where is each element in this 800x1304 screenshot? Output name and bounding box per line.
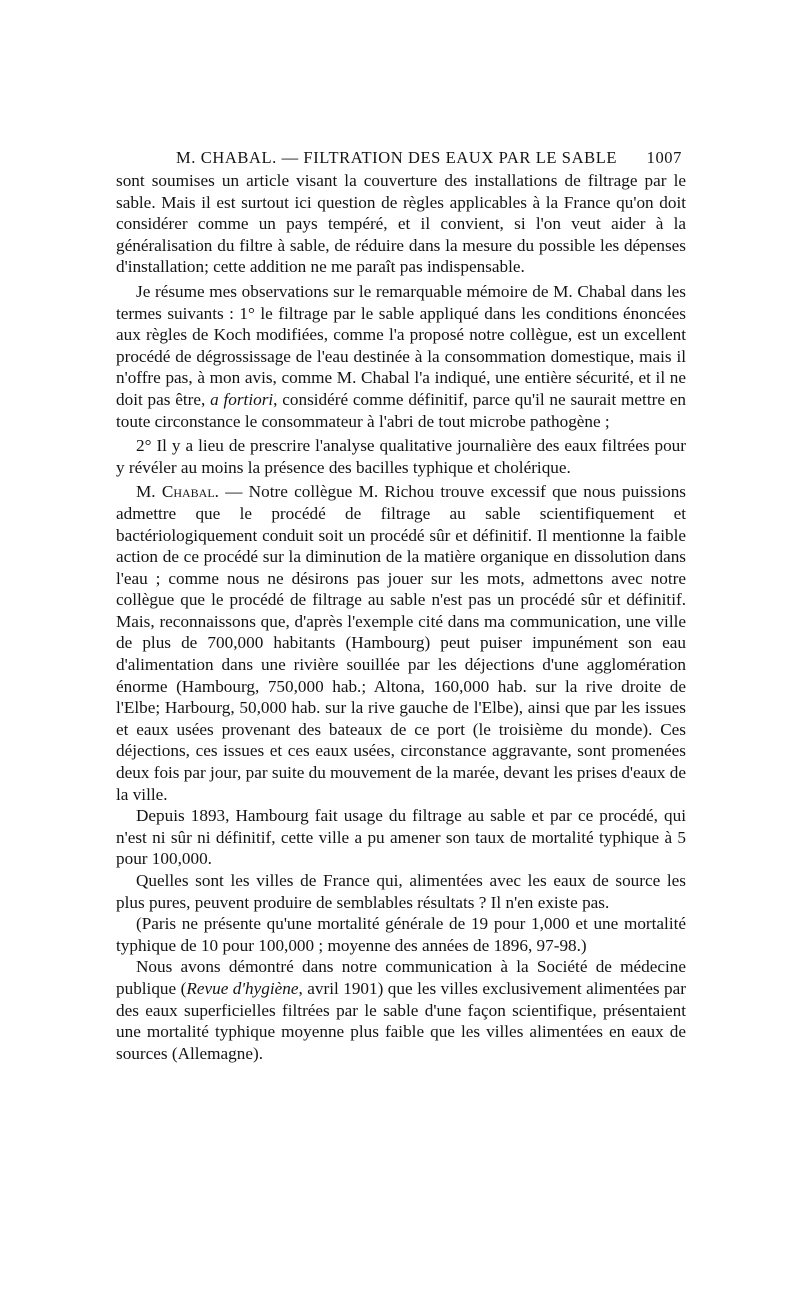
paragraph-chabal-reply-text: — Notre collègue M. Richou trouve excessif que nous puissions admettre que le procédé de filtrage au sable scientifiquement et bactériologiquement conduit soit un procédé sûr et définitif. Il mentionne la faible action de ce procédé sur la diminution de la matière organique en dissolution dans l'eau ; comme nous ne désirons pas jouer sur les mots, admettons avec notre collègue que le procédé de filtrage au sable n'est pas un procédé sûr et définitif. Mais, reconnaissons que, d'après l'exemple cité dans ma communication, une ville de plus de 700,000 habitants (Hambourg) peut puiser impunément son eau d'alimentation dans une rivière souillée par les déjections d'une agglomération énorme (Hambourg, 750,000 hab.; Altona, 160,000 hab. sur la rive droite de l'Elbe; Harbourg, 50,000 hab. sur la rive gauche de l'Elbe), ainsi que par les issues et eaux usées provenant des bateaux de ce port (le troisième du monde). Ces déjections, ces issues et ces eaux usées, circonstance aggravante, sont promenées deux fois par jour, par suite du mouvement de la marée, devant les prises d'eaux de la ville. xyxy=(116,482,686,804)
paragraph-continuation: sont soumises un article visant la couverture des installations de filtrage par le sable. Mais il est surtout ici question de règles applicables à la France qu'on doit considérer comme un pays tempéré, et il convient, si l'on veut aider à la généralisation du filtre à sable, de réduire dans la mesure du possible les dépenses d'installation; cette addition ne me paraît pas indispensable. xyxy=(116,171,686,277)
running-head xyxy=(116,144,686,170)
journal-title: Revue d'hygiène xyxy=(186,978,299,998)
paragraph-paris-mortality: (Paris ne présente qu'une mortalité générale de 19 pour 1,000 et une mortalité typhique de 10 pour 100,000 ; moyenne des années de 1896, 97-98.) xyxy=(116,914,686,955)
paragraph-summary-italic: a fortiori xyxy=(210,389,274,409)
paragraph-summary-text-end: , considéré comme définitif, parce qu'il ne saurait mettre en toute circonstance le consommateur à l'abri de tout microbe pathogène ; xyxy=(116,389,686,431)
paragraph-chabal-reply xyxy=(116,481,686,805)
paragraph-conclusion-text: Nous avons démontré dans notre communication à la Société de médecine publique ( xyxy=(116,957,686,998)
paragraph-france-question: Quelles sont les villes de France qui, alimentées avec les eaux de source les plus pures, peuvent produire de semblables résultats ? Il n'en existe pas. xyxy=(116,871,686,912)
paragraph-summary-text: Je résume mes observations sur le remarquable mémoire de M. Chabal dans les termes suivants : 1° le filtrage par le sable appliqué dans les conditions énoncées aux règles de Koch modifiées, comme l'a proposé notre collègue, est un excellent procédé de dégrossissage de l'eau destinée à la consommation domestique, mais il n'offre pas, à mon avis, comme M. Chabal l'a indiqué, une entière sécurité, et il ne doit pas être, xyxy=(116,281,686,409)
paragraph-conclusion-text-end: , avril 1901) que les villes exclusivement alimentées par des eaux superficielles filtrées par le sable d'une façon scientifique, présentaient une mortalité typhique moyenne plus faible que les villes alimentées en eaux de sources (Allemagne). xyxy=(116,978,687,1063)
paragraph-hamburg: Depuis 1893, Hambourg fait usage du filtrage au sable et par ce procédé, qui n'est ni sûr ni définitif, cette ville a pu amener son taux de mortalité typhique à 5 pour 100,000. xyxy=(116,806,686,869)
book-page xyxy=(116,144,686,1064)
paragraph-conclusion xyxy=(116,956,686,1064)
paragraph-second-point: 2° Il y a lieu de prescrire l'analyse qualitative journalière des eaux filtrées pour y révéler au moins la présence des bacilles typhique et cholérique. xyxy=(116,436,686,477)
speaker-name: M. Chabal. xyxy=(136,482,219,502)
paragraph-summary xyxy=(116,281,686,432)
running-head-title: M. CHABAL. — FILTRATION DES EAUX PAR LE SABLE xyxy=(176,148,618,167)
page-number: 1007 xyxy=(646,148,682,167)
body-text xyxy=(116,170,686,1064)
